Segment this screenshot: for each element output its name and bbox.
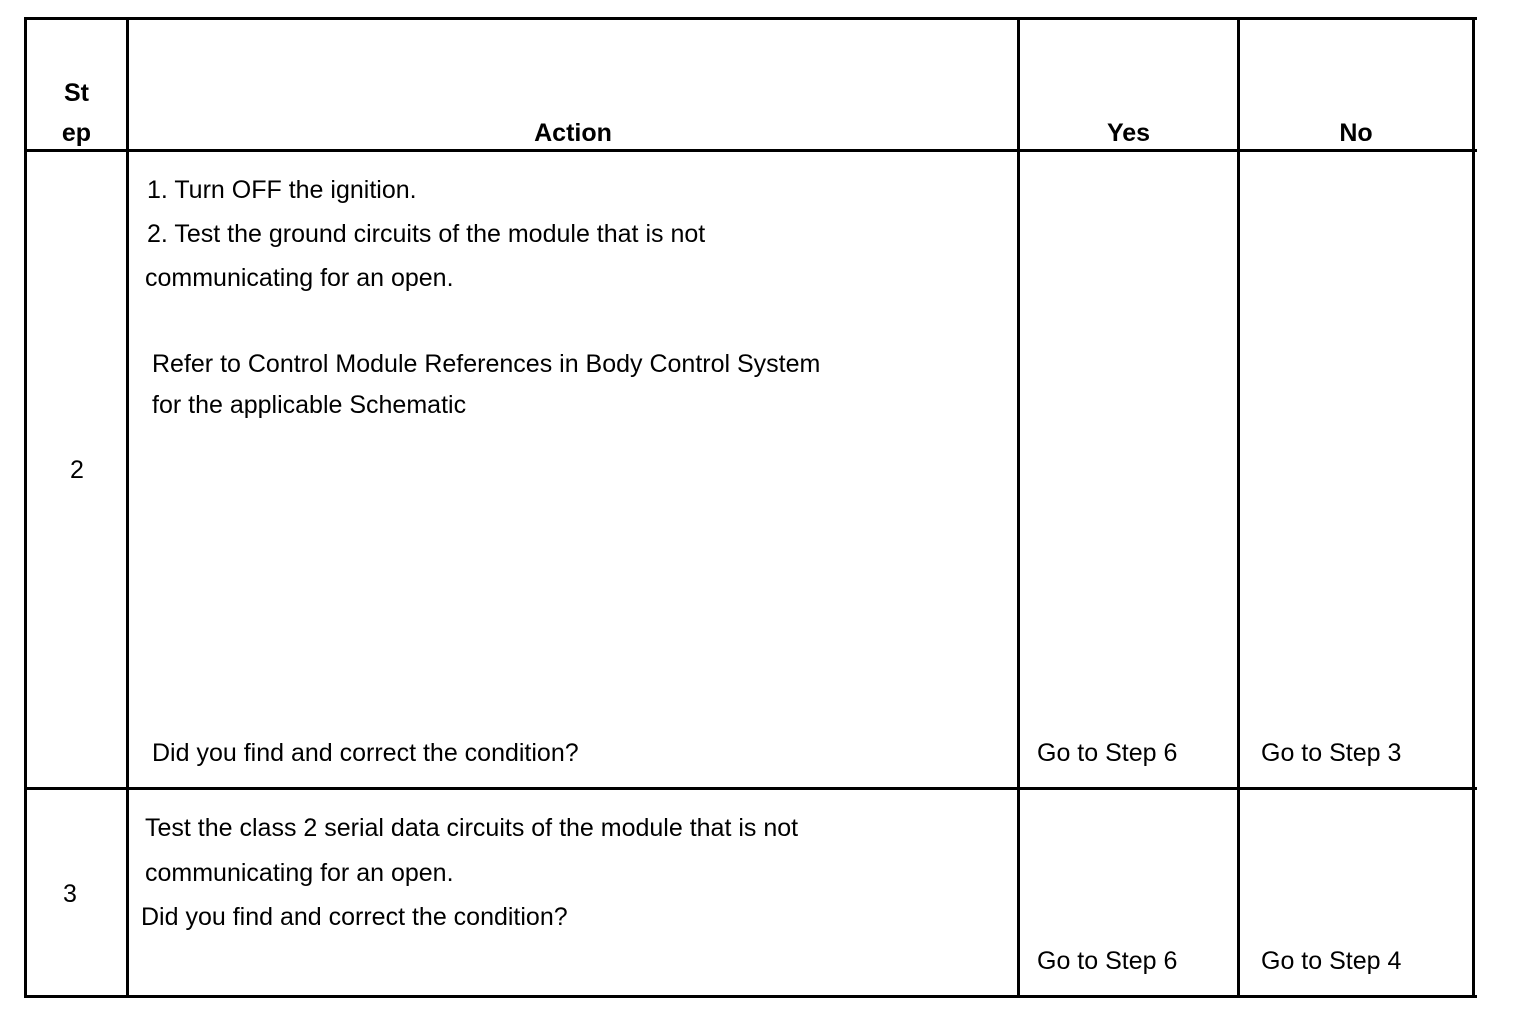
action-yes-divider: [1017, 17, 1020, 998]
step3-action-line-2: communicating for an open.: [145, 859, 454, 887]
step2-action-line-2: 2. Test the ground circuits of the module that is not: [147, 220, 706, 248]
step3-yes-result: Go to Step 6: [1037, 947, 1178, 975]
header-yes: Yes: [1106, 119, 1151, 147]
table-left-border: [24, 17, 27, 998]
header-no: No: [1339, 119, 1373, 147]
step3-action-question: Did you find and correct the condition?: [141, 903, 568, 931]
step-number-2: 2: [70, 456, 84, 484]
step2-action-line-4: Refer to Control Module References in Body Control System: [152, 350, 821, 378]
step3-no-result: Go to Step 4: [1261, 947, 1402, 975]
step-number-3: 3: [63, 880, 77, 908]
header-bottom-border: [24, 149, 1477, 152]
step2-action-line-3: communicating for an open.: [145, 264, 454, 292]
yes-no-divider: [1237, 17, 1240, 998]
step2-action-question: Did you find and correct the condition?: [152, 739, 579, 767]
table-right-border: [1472, 17, 1475, 998]
step2-action-line-5: for the applicable Schematic: [152, 391, 467, 419]
step3-action-line-1: Test the class 2 serial data circuits of the module that is not: [145, 814, 799, 842]
header-action: Action: [534, 119, 612, 147]
header-step-line1: St: [64, 79, 89, 107]
header-step-line2: ep: [61, 119, 92, 147]
step-action-divider: [126, 17, 129, 998]
step2-yes-result: Go to Step 6: [1037, 739, 1178, 767]
table-bottom-border: [24, 995, 1477, 998]
row-divider: [24, 787, 1477, 790]
step2-action-line-1: 1. Turn OFF the ignition.: [147, 176, 417, 204]
table-top-border: [24, 17, 1477, 20]
step2-no-result: Go to Step 3: [1261, 739, 1402, 767]
